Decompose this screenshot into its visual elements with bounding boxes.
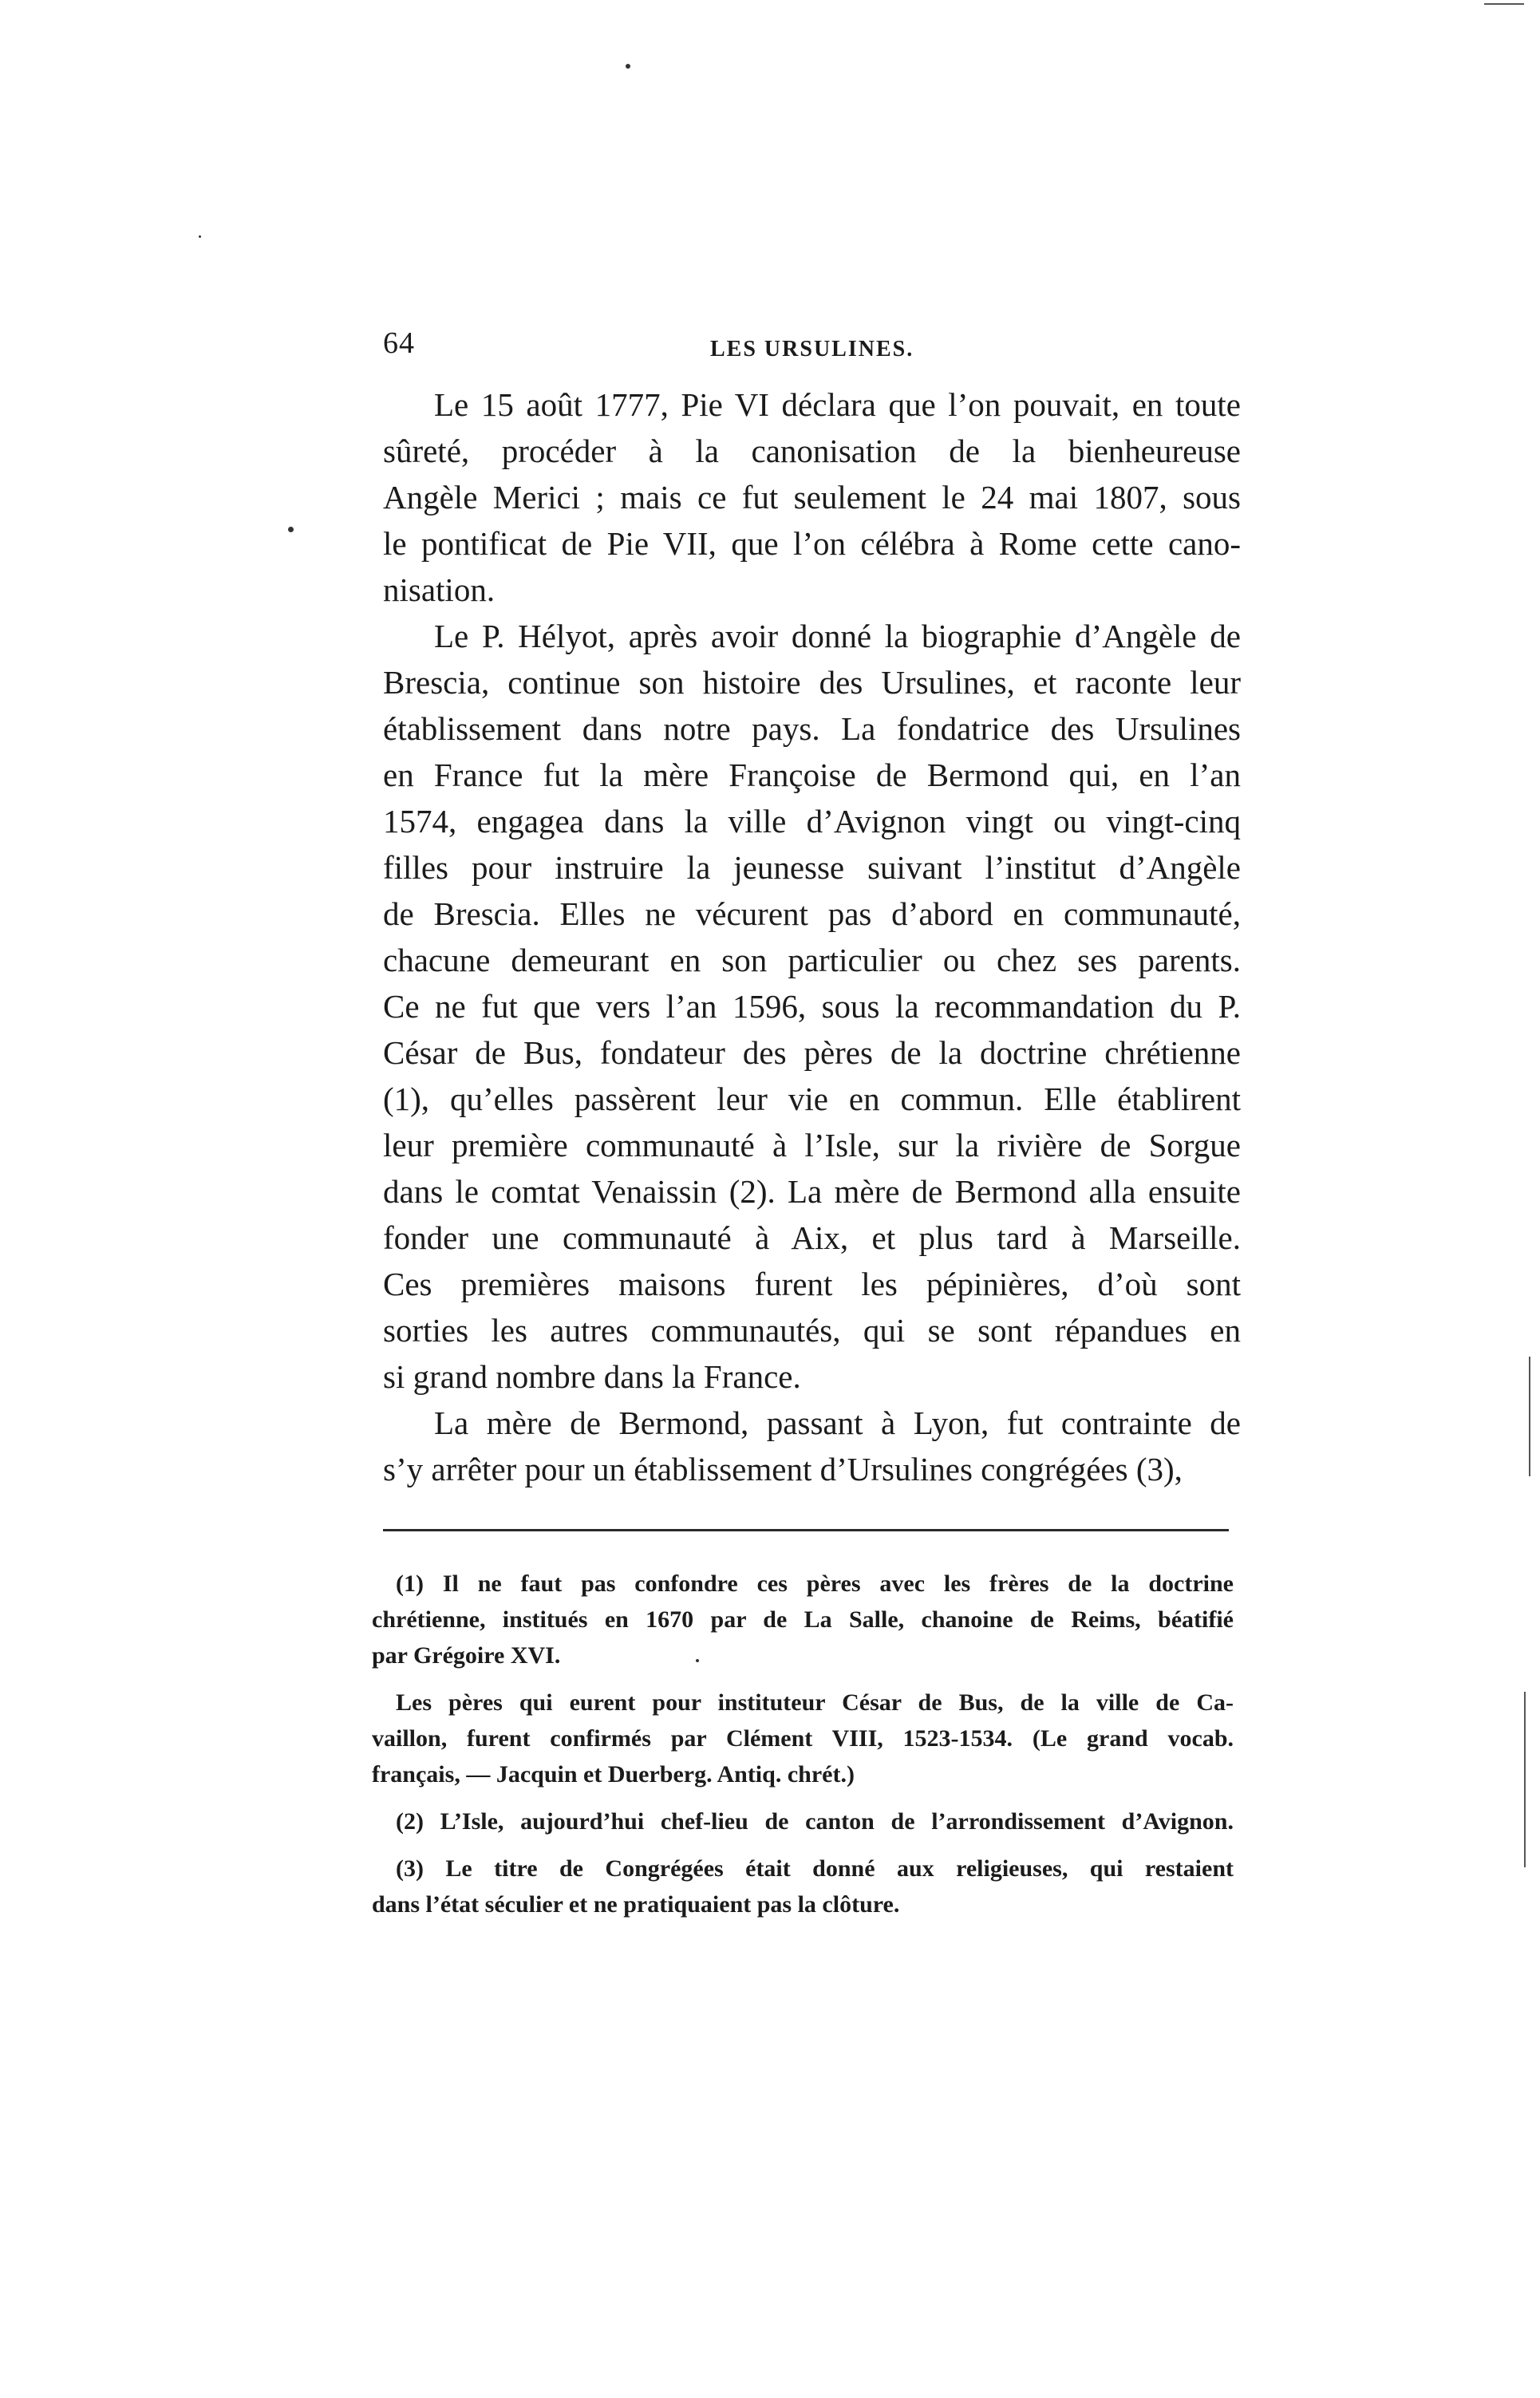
body-line: Ces premières maisons furent les pépinières, d’où sont <box>383 1266 1241 1302</box>
footnote-spacer <box>372 1792 1234 1803</box>
scan-speck <box>696 1659 699 1662</box>
running-title: LES URSULINES. <box>710 337 914 361</box>
scan-speck <box>626 64 630 69</box>
body-line: si grand nombre dans la France. <box>383 1358 801 1395</box>
footnote-line: par Grégoire XVI. <box>372 1642 561 1669</box>
scan-edge-mark <box>1484 3 1524 5</box>
body-line: s’y arrêter pour un établissement d’Ursulines congrégées (3), <box>383 1451 1183 1487</box>
footnotes <box>372 1566 1234 1922</box>
footnote-line: chrétienne, institués en 1670 par de La Salle, chanoine de Reims, béatifié <box>372 1606 1234 1633</box>
body-line: Le 15 août 1777, Pie VI déclara que l’on pouvait, en toute <box>434 386 1241 423</box>
footnote-line: vaillon, furent confirmés par Clément VIII, 1523-1534. (Le grand vocab. <box>372 1725 1234 1752</box>
body-line: leur première communauté à l’Isle, sur la rivière de Sorgue <box>383 1127 1241 1163</box>
body-line: dans le comtat Venaissin (2). La mère de Bermond alla ensuite <box>383 1173 1241 1210</box>
body-line: César de Bus, fondateur des pères de la doctrine chrétienne <box>383 1034 1241 1071</box>
body-line: chacune demeurant en son particulier ou chez ses parents. <box>383 942 1241 978</box>
scan-speck <box>288 527 294 532</box>
footnote-line: (3) Le titre de Congrégées était donné aux religieuses, qui restaient <box>396 1855 1234 1882</box>
scan-edge-mark <box>1529 1357 1530 1476</box>
body-line: sorties les autres communautés, qui se sont répandues en <box>383 1312 1241 1349</box>
body-line: 1574, engagea dans la ville d’Avignon vingt ou vingt-cinq <box>383 803 1241 839</box>
scan-speck <box>199 235 201 238</box>
footnote-spacer <box>372 1673 1234 1685</box>
footnote-spacer <box>372 1839 1234 1851</box>
footnote-line: dans l’état séculier et ne pratiquaient pas la clôture. <box>372 1891 900 1918</box>
body-line: nisation. <box>383 571 496 608</box>
body-line: en France fut la mère Françoise de Bermond qui, en l’an <box>383 757 1241 793</box>
body-line: sûreté, procéder à la canonisation de la bienheureuse <box>383 433 1241 469</box>
footnote-line: (2) L’Isle, aujourd’hui chef-lieu de canton de l’arrondissement d’Avignon. <box>396 1808 1234 1835</box>
footnote-line: (1) Il ne faut pas confondre ces pères avec les frères de la doctrine <box>396 1570 1234 1597</box>
footnote-divider <box>383 1529 1229 1531</box>
body-line: de Brescia. Elles ne vécurent pas d’abord en communauté, <box>383 895 1241 932</box>
page-number: 64 <box>383 326 415 360</box>
scan-edge-mark <box>1524 1692 1526 1867</box>
body-line: le pontificat de Pie VII, que l’on célébra à Rome cette cano- <box>383 525 1241 562</box>
body-line: établissement dans notre pays. La fondatrice des Ursulines <box>383 710 1241 747</box>
body-line: Ce ne fut que vers l’an 1596, sous la recommandation du P. <box>383 988 1241 1025</box>
footnote-line: français, — Jacquin et Duerberg. Antiq. chrét.) <box>372 1761 855 1788</box>
footnote-line: Les pères qui eurent pour instituteur César de Bus, de la ville de Ca- <box>396 1689 1234 1716</box>
body-line: Angèle Merici ; mais ce fut seulement le 24 mai 1807, sous <box>383 479 1241 516</box>
page-header <box>383 326 1241 373</box>
body-line: La mère de Bermond, passant à Lyon, fut contrainte de <box>434 1404 1241 1441</box>
body-line: Le P. Hélyot, après avoir donné la biographie d’Angèle de <box>434 618 1241 654</box>
body-text <box>383 381 1241 1492</box>
body-line: (1), qu’elles passèrent leur vie en commun. Elle établirent <box>383 1080 1241 1117</box>
body-line: fonder une communauté à Aix, et plus tard à Marseille. <box>383 1219 1241 1256</box>
body-line: filles pour instruire la jeunesse suivant l’institut d’Angèle <box>383 849 1241 886</box>
body-line: Brescia, continue son histoire des Ursulines, et raconte leur <box>383 664 1241 701</box>
